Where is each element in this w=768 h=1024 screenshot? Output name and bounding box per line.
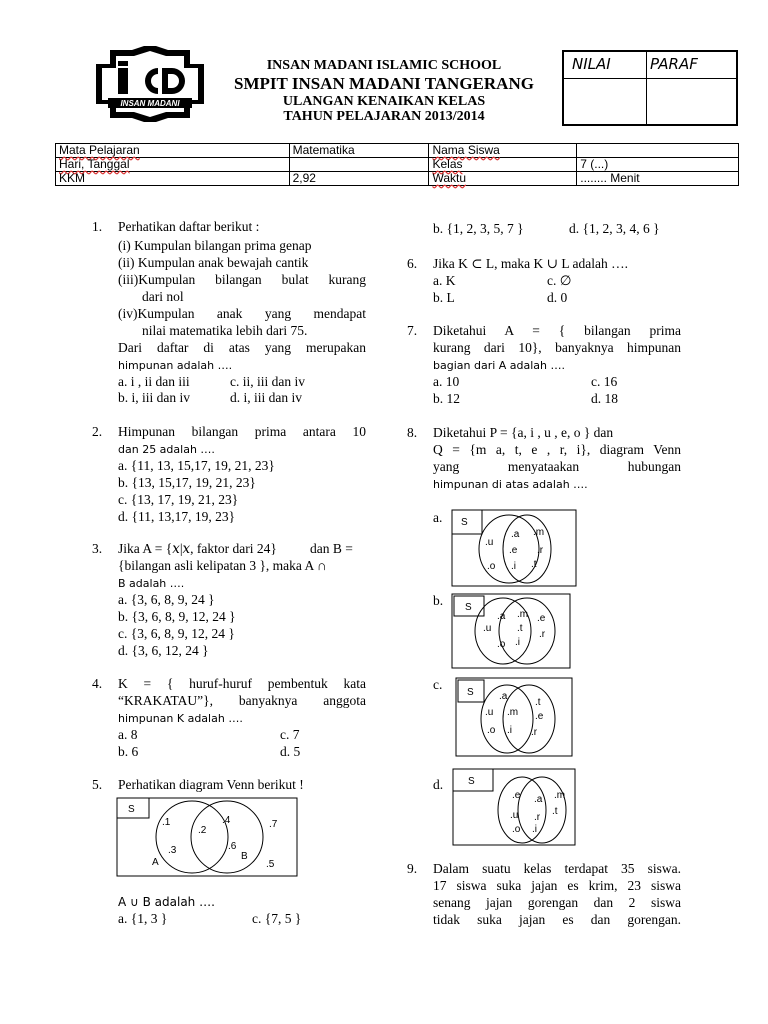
time-field[interactable] [577,172,739,186]
year-title: TAHUN PELAJARAN 2013/2014 [283,109,485,124]
venn-option-d[interactable] [452,768,576,846]
option-b[interactable]: b. 12 [433,391,460,406]
option-b[interactable]: b. {3, 6, 8, 9, 12, 24 } [118,609,236,624]
question-text: bagian dari A adalah …. [433,359,566,372]
venn-label: .2 [198,825,207,836]
question-text: senang jajan gorengan dan 2 siswa [433,895,681,910]
table-cell: Matematika [289,144,429,158]
question-text: Dalam suatu kelas terdapat 35 siswa. [433,861,681,876]
question-text: Dari daftar di atas yang merupakan [118,340,366,355]
option-c[interactable]: c. ii, iii dan iv [230,374,305,389]
list-item: nilai matematika lebih dari 75. [142,323,308,338]
venn-label: .t [517,623,523,634]
option-c[interactable]: c. ∅ [547,273,572,288]
venn-diagram-q5 [116,797,298,877]
venn-label: .r [534,812,541,823]
subject-label: Mata Pelajaran [59,143,140,157]
universe-label: S [128,804,135,815]
option-b[interactable]: b. L [433,290,455,305]
venn-option-a[interactable] [451,509,577,587]
venn-diagram [452,768,576,846]
list-item: (iv)Kumpulan anak yang mendapat [118,306,366,321]
table-row [56,158,739,172]
question-number: 9. [407,861,418,876]
option-c[interactable]: c. 16 [591,374,618,389]
option-d[interactable]: d. {1, 2, 3, 4, 6 } [569,221,660,236]
table-cell: KKM [56,172,290,186]
option-d-label[interactable]: d. [433,777,444,792]
question-number: 5. [92,777,103,792]
venn-label: .r [531,727,538,738]
option-c[interactable]: c. {13, 17, 19, 21, 23} [118,492,239,507]
venn-label: .o [497,639,506,650]
venn-label: .4 [222,815,231,826]
option-a[interactable]: a. i , ii dan iii [118,374,190,389]
venn-label: .u [510,810,519,821]
question-text: Perhatikan diagram Venn berikut ! [118,777,304,792]
list-item: dari nol [142,289,184,304]
option-a-label[interactable]: a. [433,510,443,525]
question-text: himpunan adalah …. [118,359,233,372]
list-item: (i) Kumpulan bilangan prima genap [118,238,312,253]
venn-label: .6 [228,841,237,852]
option-d[interactable]: d. 5 [280,744,301,759]
logo-text: INSAN MADANI [120,99,180,108]
venn-label: .a [511,529,520,540]
venn-option-c[interactable] [455,677,573,757]
score-box [562,50,738,126]
table-cell [429,172,577,186]
venn-label: .e [509,545,518,556]
question-text: kurang dari 10}, banyaknya himpunan [433,340,681,355]
question-number: 7. [407,323,418,338]
venn-label: .m [554,790,566,801]
venn-label: .1 [162,817,171,828]
student-info-table [55,143,739,186]
venn-diagram [451,509,577,587]
universe-label: S [467,687,474,698]
question-text: “KRAKATAU”}, banyaknya anggota [118,693,366,708]
student-name-field[interactable] [577,144,739,158]
question-text: A ∪ B adalah …. [118,895,215,909]
venn-label: .r [537,545,544,556]
venn-label: .i [507,725,512,736]
venn-label: .i [515,637,520,648]
venn-label: .o [487,725,496,736]
venn-diagram [455,677,573,757]
venn-label: .e [537,613,546,624]
venn-diagram [116,797,298,877]
venn-label: .a [499,691,508,702]
question-text: Diketahui P = {a, i , u , e, o } dan [433,425,614,440]
option-a[interactable]: a. 8 [118,727,138,742]
question-text: himpunan K adalah …. [118,712,243,725]
option-c[interactable]: c. 7 [280,727,300,742]
option-c-label[interactable]: c. [433,677,443,692]
student-name-label: Nama Siswa [432,143,500,157]
option-b-label[interactable]: b. [433,593,444,608]
date-field[interactable] [289,158,429,172]
venn-label: .i [532,824,537,835]
time-label: Waktu [432,171,467,185]
date-label: Hari, Tanggal [59,157,130,171]
option-a[interactable]: a. 10 [433,374,460,389]
table-cell [56,144,290,158]
venn-label: .t [531,559,537,570]
table-cell [56,158,290,172]
question-text: tidak suka jajan es dan gorengan. [433,912,681,927]
question-text: himpunan di atas adalah …. [433,478,588,491]
question-text: Perhatikan daftar berikut : [118,219,260,234]
option-d[interactable]: d. i, iii dan iv [230,390,302,405]
option-d[interactable]: d. {3, 6, 12, 24 } [118,643,209,658]
venn-option-b[interactable] [451,593,571,669]
option-b[interactable]: b. {1, 2, 3, 5, 7 } [433,221,524,236]
venn-label: .t [535,697,541,708]
list-item: (ii) Kumpulan anak bewajah cantik [118,255,309,270]
venn-label: .r [539,629,546,640]
option-a[interactable]: a. K [433,273,456,288]
option-c[interactable]: c. {7, 5 } [252,911,302,926]
venn-label: .t [552,806,558,817]
question-text: dan 25 adalah …. [118,443,215,456]
venn-label: .5 [266,859,275,870]
option-d[interactable]: d. 18 [591,391,618,406]
venn-label: .7 [269,819,278,830]
option-c[interactable]: c. {3, 6, 8, 9, 12, 24 } [118,626,235,641]
option-b[interactable]: b. {13, 15,17, 19, 21, 23} [118,475,256,490]
question-text: dan B = [310,541,353,556]
question-text: 17 siswa suka jajan es krim, 23 siswa [433,878,681,893]
table-row [56,144,739,158]
question-number: 1. [92,219,103,234]
question-text: Himpunan bilangan prima antara 10 [118,424,366,439]
time-value: ........ Menit [580,171,640,185]
question-number: 2. [92,424,103,439]
question-text: Diketahui A = { bilangan prima [433,323,681,338]
school-name-2: SMPIT INSAN MADANI TANGERANG [234,74,534,93]
venn-label: .e [535,711,544,722]
class-field[interactable]: 7 (...) [577,158,739,172]
option-d[interactable]: d. 0 [547,290,568,305]
question-number: 6. [407,256,418,271]
option-a[interactable]: a. {3, 6, 8, 9, 24 } [118,592,215,607]
venn-label: .u [485,537,494,548]
question-number: 8. [407,425,418,440]
venn-label: .i [511,561,516,572]
question-number: 4. [92,676,103,691]
set-label-a: A [152,857,159,868]
school-name: INSAN MADANI ISLAMIC SCHOOL [266,58,502,73]
table-row [56,172,739,186]
venn-label: .e [512,790,521,801]
class-label: Kelas [432,157,463,171]
table-cell [429,144,577,158]
venn-label: .a [497,611,506,622]
set-label-b: B [241,851,248,862]
venn-diagram [451,593,571,669]
venn-label: .u [483,623,492,634]
venn-label: .o [487,561,496,572]
question-text: B adalah …. [118,577,185,590]
venn-label: .o [512,824,521,835]
nilai-label: NILAI [572,55,611,73]
venn-label: .a [534,794,543,805]
venn-label: .m [507,707,519,718]
venn-label: .m [517,609,529,620]
venn-label: .3 [168,845,177,856]
question-text: Jika K ⊂ L, maka K ∪ L adalah …. [433,256,628,271]
option-d[interactable]: d. {11, 13,17, 19, 23} [118,509,236,524]
venn-label: .u [485,707,494,718]
list-item: (iii)Kumpulan bilangan bulat kurang [118,272,366,287]
score-divider-v [646,52,647,124]
universe-label: S [461,517,468,528]
universe-label: S [468,776,475,787]
question-text: {bilangan asli kelipatan 3 }, maka A ∩ [118,558,327,573]
paraf-label: PARAF [650,55,698,73]
option-b[interactable]: b. i, iii dan iv [118,390,190,405]
universe-label: S [465,602,472,613]
question-text: Q = {m a, t, e , r, i}, diagram Venn [433,442,681,457]
exam-title: ULANGAN KENAIKAN KELAS [282,94,486,109]
option-a[interactable]: a. {11, 13, 15,17, 19, 21, 23} [118,458,275,473]
question-text: Jika A = {𝑥|𝑥, faktor dari 24} [118,541,277,556]
score-divider-h [564,78,736,79]
question-text: yang menyataakan hubungan [433,459,681,474]
option-a[interactable]: a. {1, 3 } [118,911,168,926]
table-cell: 2,92 [289,172,429,186]
question-number: 3. [92,541,103,556]
option-b[interactable]: b. 6 [118,744,139,759]
question-text: K = { huruf-huruf pembentuk kata [118,676,366,691]
venn-label: .m [533,527,545,538]
table-cell [429,158,577,172]
